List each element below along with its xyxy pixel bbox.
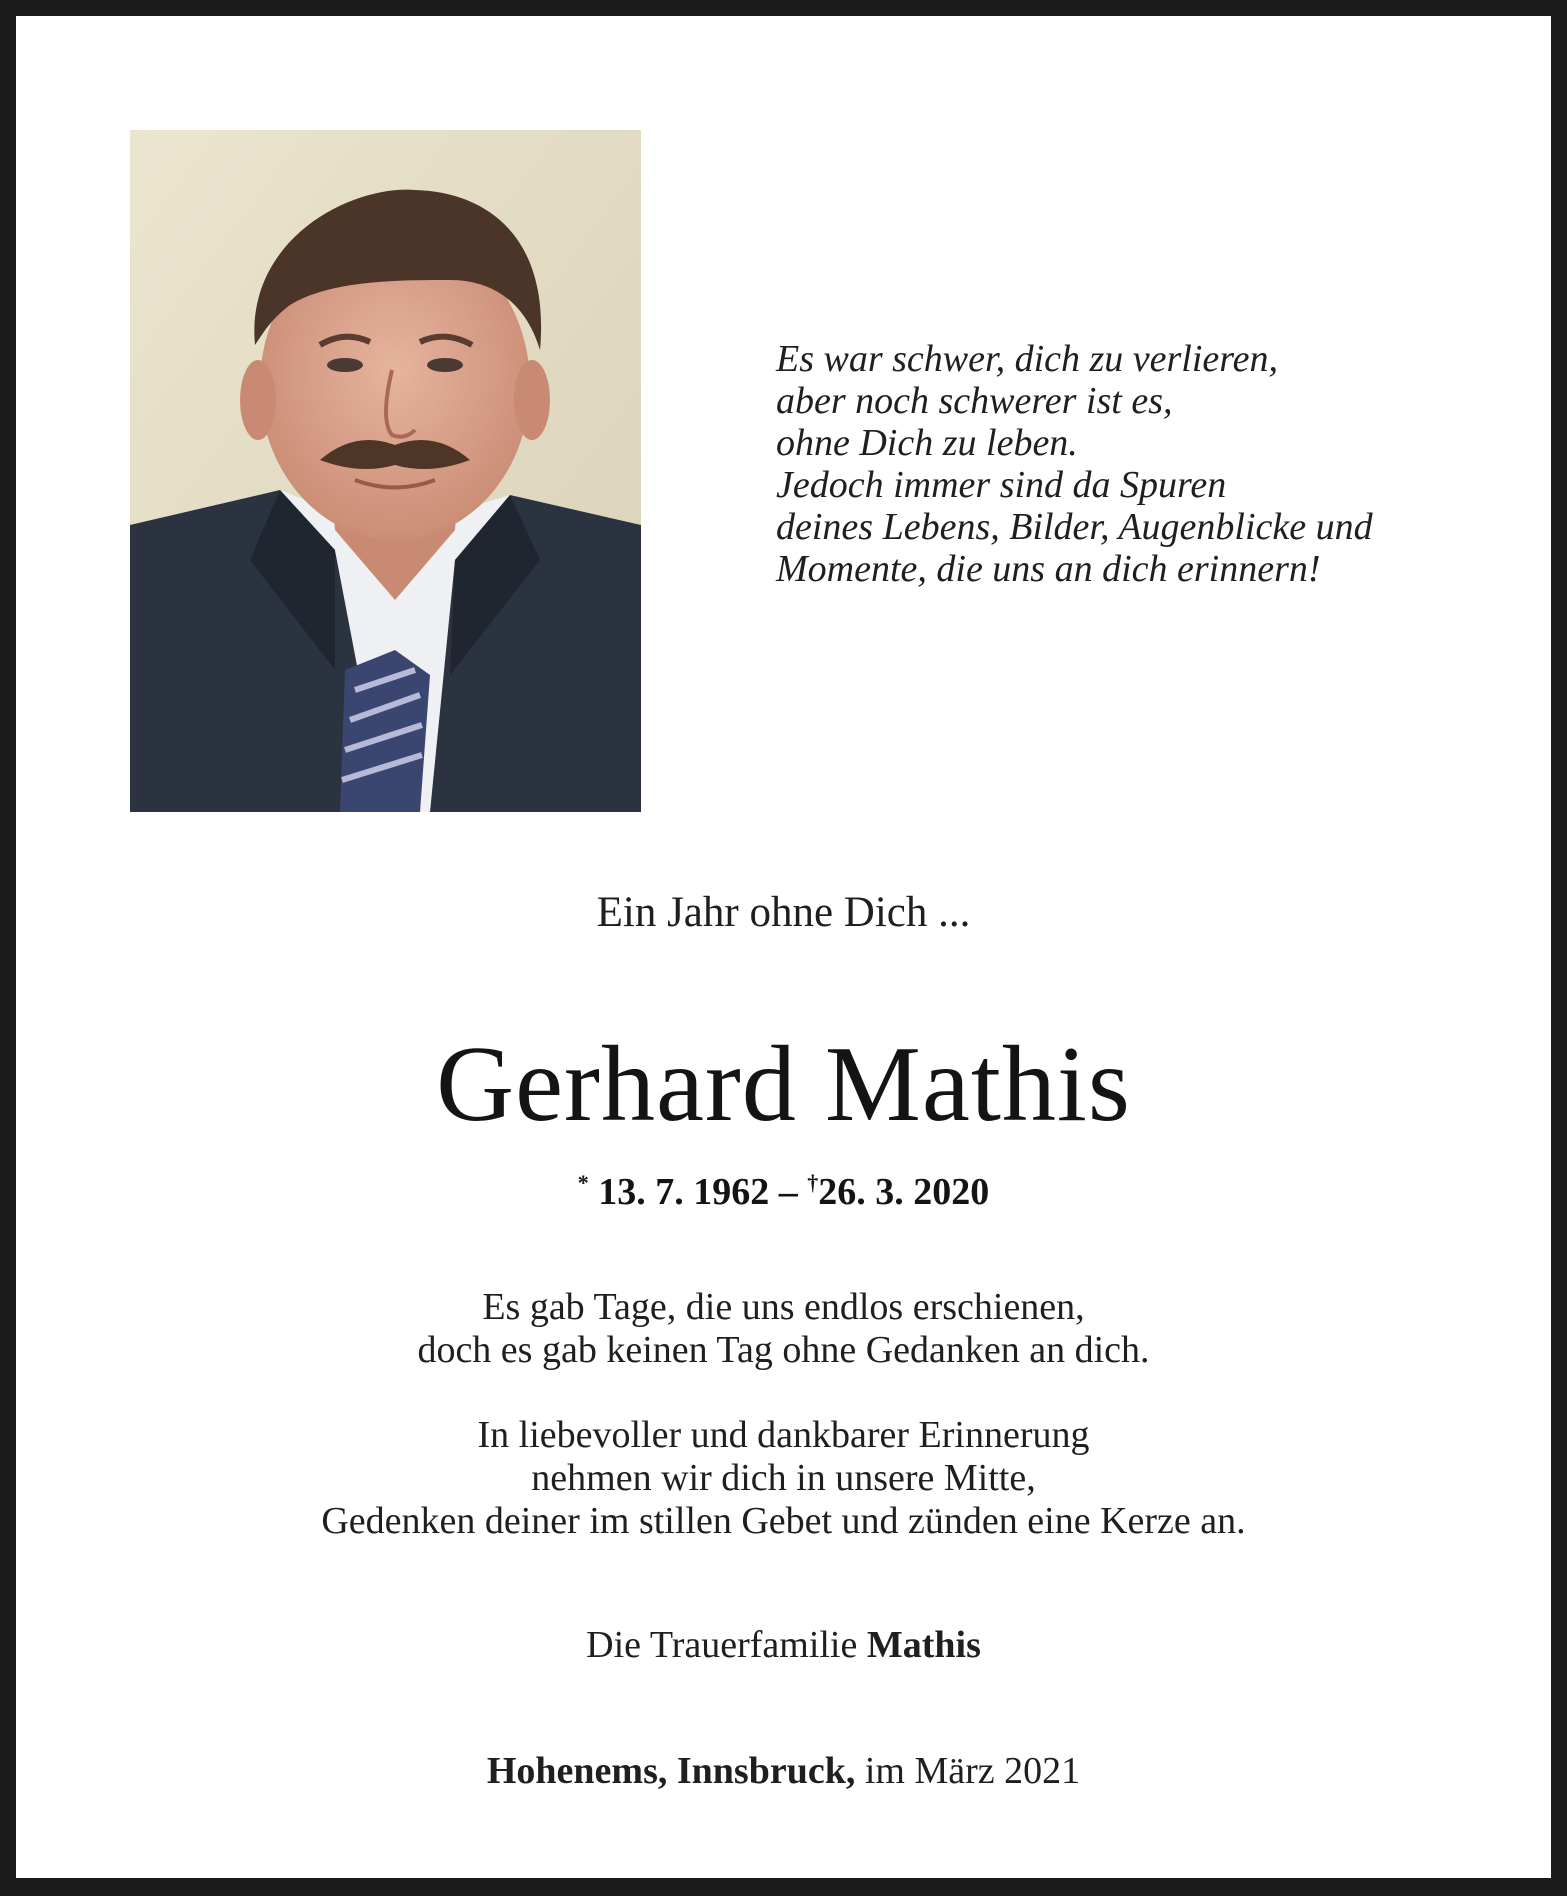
poem-line: Es war schwer, dich zu verlieren, (776, 338, 1279, 380)
place-and-date (0, 1748, 1567, 1794)
paragraph-remembrance (0, 1414, 1567, 1543)
death-symbol: † (807, 1170, 819, 1195)
poem-line: ohne Dich zu leben. (776, 422, 1078, 464)
birth-date: 13. 7. 1962 (598, 1171, 770, 1213)
family-prefix: Die Trauerfamilie (586, 1624, 858, 1666)
birth-symbol: * (577, 1170, 589, 1195)
deceased-name: Gerhard Mathis (436, 1025, 1131, 1144)
paragraph-line: doch es gab keinen Tag ohne Gedanken an dich. (417, 1329, 1150, 1371)
date-separator: – (778, 1171, 798, 1213)
paragraph-line: Es gab Tage, die uns endlos erschienen, (482, 1286, 1085, 1328)
paragraph-line: nehmen wir dich in unsere Mitte, (531, 1457, 1036, 1499)
family-surname: Mathis (866, 1624, 981, 1666)
intro-line: Ein Jahr ohne Dich ... (596, 889, 971, 936)
death-date: 26. 3. 2020 (818, 1171, 990, 1213)
life-dates (0, 1160, 1567, 1215)
place-locations: Hohenems, Innsbruck, (486, 1750, 856, 1792)
portrait-photo (130, 130, 641, 812)
poem-line: aber noch schwerer ist es, (776, 380, 1173, 422)
paragraph-days (0, 1286, 1567, 1372)
poem-line: deines Lebens, Bilder, Augenblicke und (776, 506, 1373, 548)
paragraph-line: Gedenken deiner im stillen Gebet und zünden eine Kerze an. (321, 1500, 1246, 1542)
poem-line: Jedoch immer sind da Spuren (776, 464, 1227, 506)
place-date: im März 2021 (864, 1750, 1081, 1792)
memorial-poem (776, 338, 1373, 590)
poem-line: Momente, die uns an dich erinnern! (776, 548, 1321, 590)
family-signature (0, 1622, 1567, 1668)
paragraph-line: In liebevoller und dankbarer Erinnerung (477, 1414, 1090, 1456)
